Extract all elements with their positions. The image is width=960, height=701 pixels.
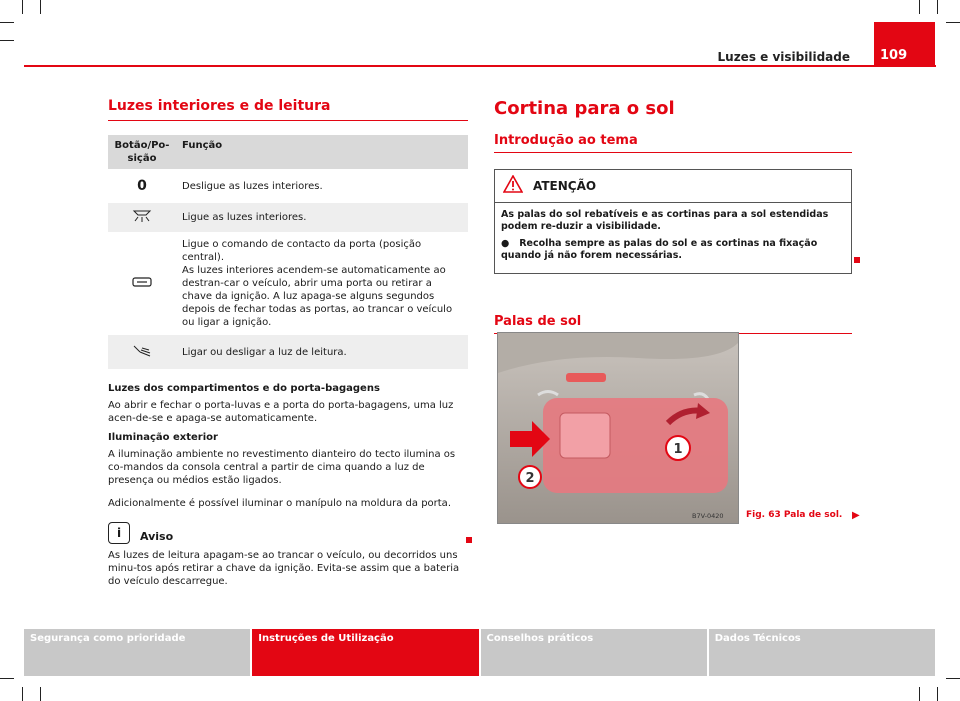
note-text: As luzes de leitura apagam-se ao trancar o veículo, ou decorridos uns minu-tos após retirar a chave da ignição. Evita-se assim que a bateria do veículo descarregue.: [108, 550, 460, 587]
crop-mark: [937, 687, 938, 701]
callout-1: 1: [673, 442, 683, 457]
interior-light-on-icon: [108, 203, 176, 232]
crop-mark: [0, 40, 14, 41]
left-column: [108, 98, 468, 588]
paragraph: Adicionalmente é possível iluminar o manípulo na moldura da porta.: [108, 498, 451, 509]
header-rule: [24, 65, 936, 67]
tab-practical-tips[interactable]: Conselhos práticos: [481, 629, 709, 676]
tab-operating-instructions[interactable]: Instruções de Utilização: [252, 629, 480, 676]
table-row: [108, 169, 468, 203]
continue-arrow-icon: ▶: [852, 510, 860, 521]
note-label: Aviso: [140, 529, 174, 543]
warning-label: ATENÇÃO: [533, 179, 597, 193]
subsection-title-sun-visors: Palas de sol: [494, 314, 852, 334]
warning-body: [495, 203, 851, 273]
figure-code: B7V-0420: [692, 512, 724, 520]
tab-safety-first[interactable]: Segurança como prioridade: [24, 629, 252, 676]
table-cell-function: Ligar ou desligar a luz de leitura.: [176, 335, 468, 369]
paragraph: A iluminação ambiente no revestimento dianteiro do tecto ilumina os co-mandos da consola central a partir de cima quando a luz de presença ou médios estão ligados.: [108, 449, 456, 486]
info-icon: i: [108, 522, 130, 544]
crop-mark: [937, 0, 938, 14]
crop-mark: [22, 687, 23, 701]
table-row: [108, 335, 468, 369]
table-header-function: Função: [176, 135, 468, 169]
right-column: [494, 98, 852, 334]
off-symbol: 0: [108, 169, 176, 203]
warning-header: [495, 170, 851, 203]
tab-technical-data[interactable]: Dados Técnicos: [709, 629, 935, 676]
table-cell-function: Ligue as luzes interiores.: [176, 203, 468, 232]
crop-mark: [919, 687, 920, 701]
paragraph-heading: Iluminação exterior: [108, 432, 218, 443]
warning-bullet: ● Recolha sempre as palas do sol e as cortinas na fixação quando já não forem necessárias.: [501, 238, 818, 261]
section-end-mark: [854, 257, 860, 263]
reading-light-icon: [108, 335, 176, 369]
figure-caption: Fig. 63 Pala de sol.: [746, 510, 843, 520]
crop-mark: [946, 22, 960, 23]
subsection-title-intro: Introdução ao tema: [494, 133, 852, 153]
running-header: Luzes e visibilidade: [717, 50, 850, 64]
door-contact-icon: [108, 232, 176, 335]
table-header-position: Botão/Po-sição: [108, 135, 176, 169]
page-number: 109: [874, 22, 935, 67]
table-cell-function: Ligue o comando de contacto da porta (posição central). As luzes interiores acendem-se automaticamente ao destran-car o veículo, abrir uma porta ou retirar a chave da ignição. A luz apaga-se alguns segundos depois de fechar todas as portas, ao trancar o veículo ou ligar a ignição.: [176, 232, 468, 335]
crop-mark: [946, 678, 960, 679]
crop-mark: [919, 0, 920, 14]
crop-mark: [0, 22, 14, 23]
warning-bullet-text: Recolha sempre as palas do sol e as cortinas na fixação quando já não forem necessárias.: [501, 238, 818, 261]
sun-visor-photo: [497, 332, 739, 524]
table-cell-function: Desligue as luzes interiores.: [176, 169, 468, 203]
footer-tabs: [24, 629, 935, 676]
warning-box: [494, 169, 852, 274]
crop-mark: [22, 0, 23, 14]
section-title-sun-blind: Cortina para o sol: [494, 98, 675, 119]
warning-text: As palas do sol rebatíveis e as cortinas para a sol estendidas podem re-duzir a visibilidade.: [501, 209, 829, 232]
note-heading: [108, 522, 468, 544]
callout-2: 2: [525, 471, 535, 486]
section-end-mark: [466, 537, 472, 543]
controls-table: [108, 135, 468, 369]
table-row: [108, 203, 468, 232]
paragraph: Ao abrir e fechar o porta-luvas e a porta do porta-bagagens, uma luz acen-de-se e apaga-se automaticamente.: [108, 400, 454, 424]
paragraph-heading: Luzes dos compartimentos e do porta-bagagens: [108, 383, 380, 394]
table-row: [108, 232, 468, 335]
crop-mark: [40, 687, 41, 701]
warning-triangle-icon: [503, 175, 523, 197]
section-title-interior-lights: Luzes interiores e de leitura: [108, 98, 468, 121]
crop-mark: [40, 0, 41, 14]
crop-mark: [0, 678, 14, 679]
